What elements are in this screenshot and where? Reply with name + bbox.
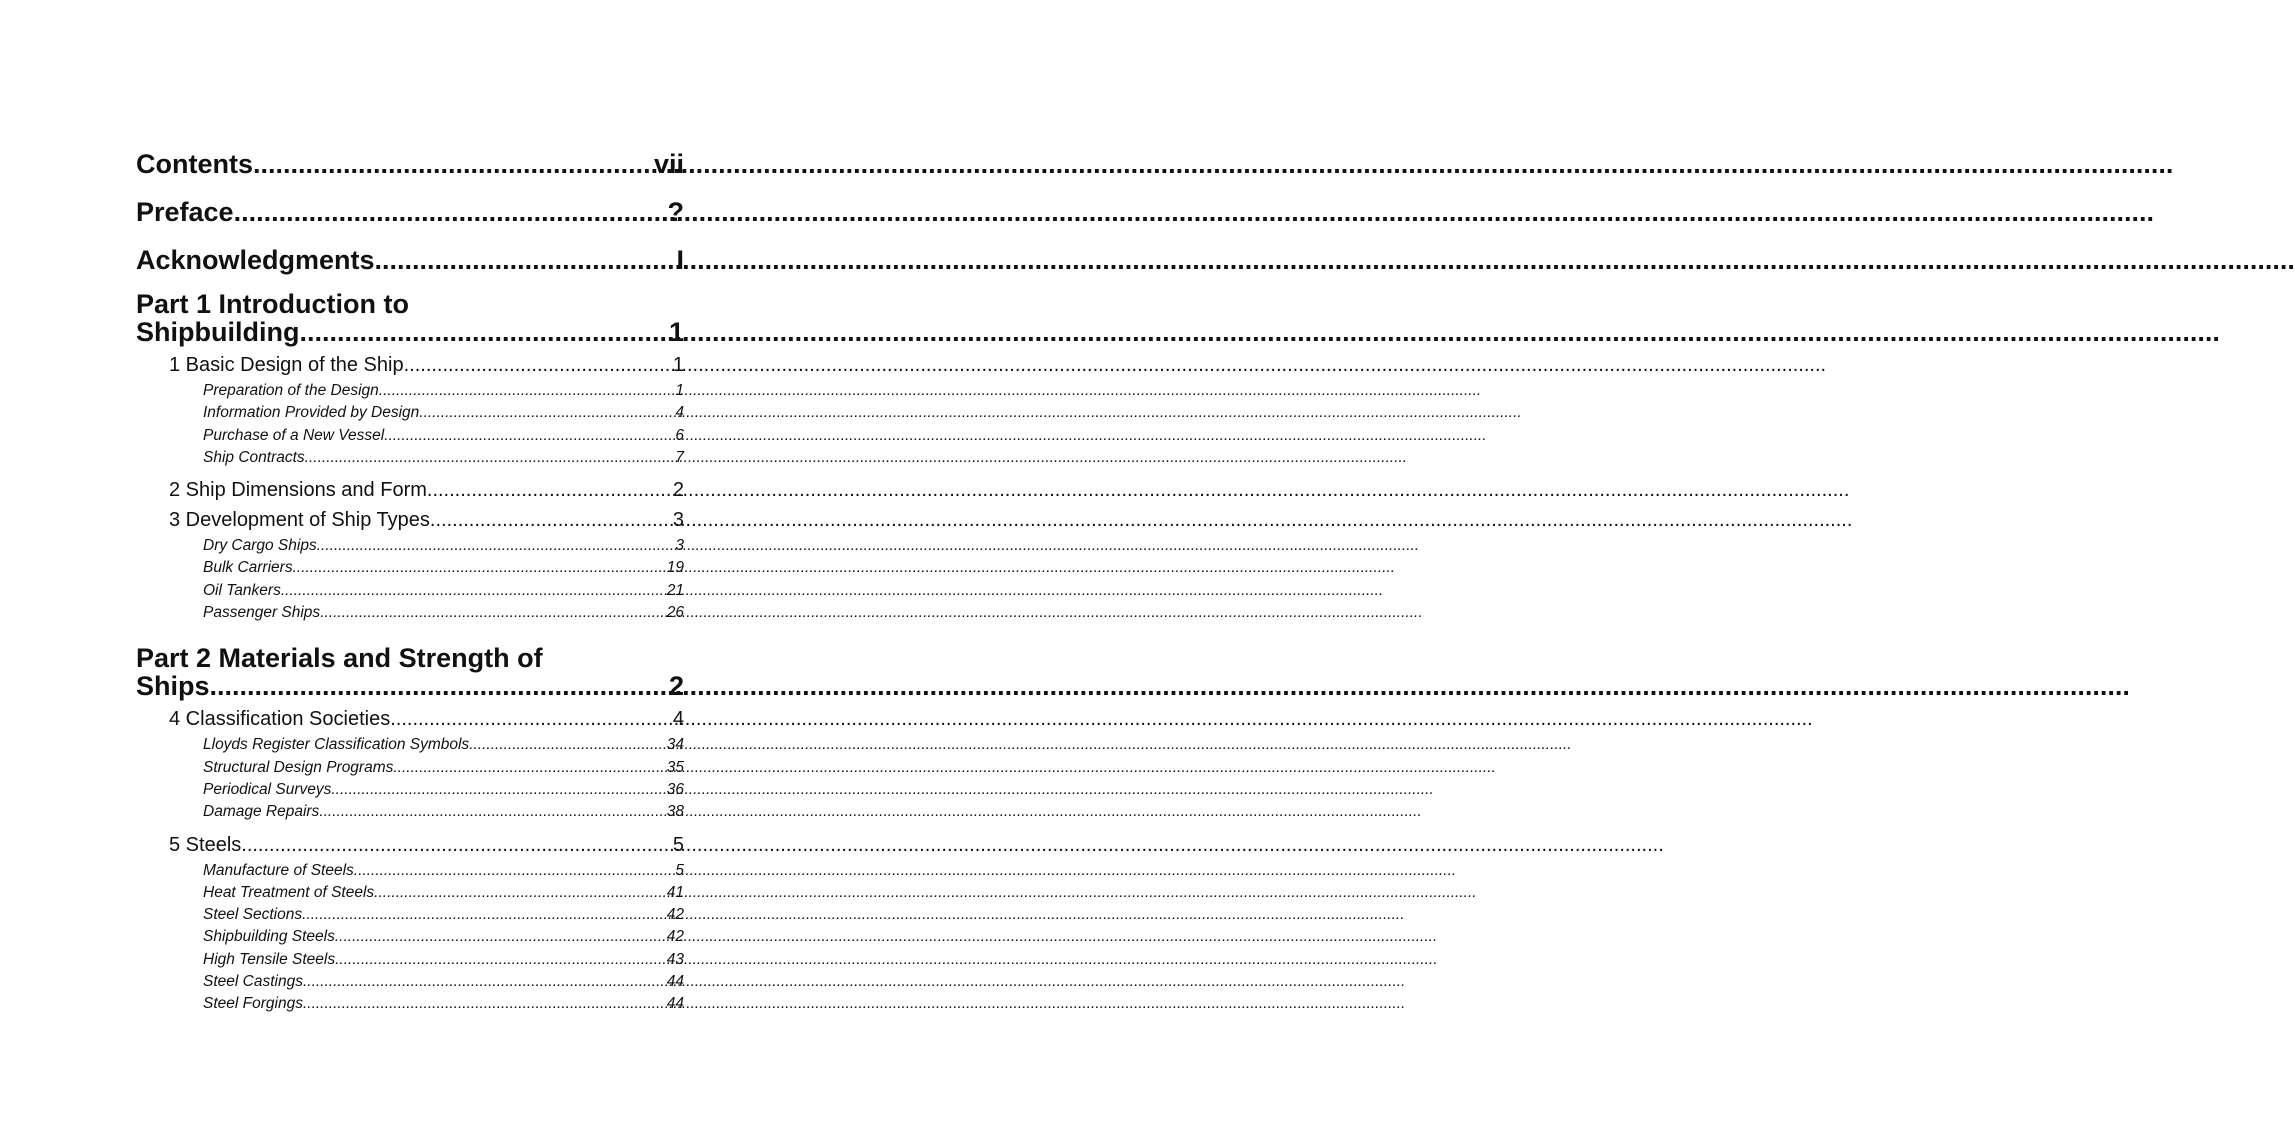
toc-label: Preparation of the Design (203, 382, 379, 399)
toc-page: 5 (672, 833, 684, 856)
table-of-contents (136, 140, 684, 1016)
leader-dots (293, 557, 1395, 579)
toc-section[interactable] (136, 949, 684, 971)
toc-page: 35 (666, 758, 684, 776)
leader-dots (427, 475, 1850, 505)
toc-label: Information Provided by Design (203, 404, 420, 422)
toc-label: 4 Classification Societies (169, 708, 391, 731)
toc-section[interactable] (136, 926, 684, 948)
toc-label: Acknowledgments (136, 245, 375, 275)
leader-dots (303, 971, 1405, 993)
toc-page: 1 (675, 382, 684, 399)
toc-entry-contents[interactable] (136, 140, 684, 188)
toc-part-1[interactable] (136, 290, 684, 346)
toc-section[interactable] (136, 535, 684, 557)
leader-dots (469, 734, 1571, 756)
toc-page: 3 (672, 509, 684, 532)
leader-dots (430, 505, 1853, 535)
toc-section[interactable] (136, 580, 684, 602)
toc-section[interactable] (136, 779, 684, 801)
toc-chapter-5[interactable] (136, 830, 684, 860)
toc-page: 26 (666, 604, 684, 622)
toc-chapter-2[interactable] (136, 475, 684, 505)
leader-dots (384, 425, 1486, 447)
leader-dots (303, 993, 1405, 1015)
toc-section[interactable] (136, 602, 684, 624)
leader-dots (393, 757, 1495, 779)
leader-dots (390, 704, 1813, 734)
leader-dots (234, 188, 2154, 236)
toc-page: 36 (666, 780, 684, 798)
toc-part-2[interactable] (136, 644, 684, 700)
leader-dots (319, 801, 1421, 823)
toc-label: Damage Repairs (203, 803, 320, 821)
leader-dots (299, 318, 2219, 346)
part-title-line1: Part 1 Introduction to (136, 289, 409, 319)
toc-label: 2 Ship Dimensions and Form (169, 479, 427, 502)
leader-dots (331, 779, 1433, 801)
toc-chapter-1[interactable] (136, 350, 684, 380)
toc-section[interactable] (136, 971, 684, 993)
toc-section[interactable] (136, 557, 684, 579)
toc-page: 2 (668, 671, 684, 702)
leader-dots (253, 140, 2173, 188)
part-title-line2: Ships (136, 671, 210, 702)
leader-dots (317, 535, 1419, 557)
toc-section[interactable] (136, 882, 684, 904)
toc-page: 42 (666, 906, 684, 924)
toc-page: 3 (675, 537, 684, 555)
toc-section[interactable] (136, 801, 684, 823)
leader-dots (320, 602, 1422, 624)
toc-page: 7 (675, 448, 684, 466)
leader-dots (374, 882, 1476, 904)
toc-section[interactable] (136, 447, 684, 469)
toc-label: Steel Castings (203, 973, 303, 991)
toc-page: ? (667, 197, 684, 227)
leader-dots (281, 580, 1383, 602)
toc-label: Purchase of a New Vessel (203, 426, 385, 444)
leader-dots (302, 904, 1404, 926)
toc-page: 43 (666, 950, 684, 968)
toc-page: 2 (672, 479, 684, 502)
toc-label: Structural Design Programs (203, 758, 394, 776)
toc-page: 34 (666, 736, 684, 754)
toc-section[interactable] (136, 993, 684, 1015)
toc-label: 1 Basic Design of the Ship (169, 354, 404, 376)
leader-dots (379, 380, 1481, 402)
toc-label: Dry Cargo Ships (203, 537, 317, 555)
leader-dots (419, 402, 1521, 424)
toc-page: 5 (675, 861, 684, 879)
toc-chapter-3[interactable] (136, 505, 684, 535)
leader-dots (210, 672, 2130, 700)
leader-dots (404, 350, 1827, 380)
toc-page: 4 (675, 404, 684, 422)
leader-dots (354, 860, 1456, 882)
toc-page: 42 (666, 928, 684, 946)
toc-label: Bulk Carriers (203, 559, 293, 577)
toc-section[interactable] (136, 757, 684, 779)
toc-page: 44 (666, 973, 684, 991)
toc-page: 38 (666, 803, 684, 821)
toc-page: 4 (672, 708, 684, 731)
toc-label: Shipbuilding Steels (203, 928, 335, 946)
toc-label: Preface (136, 197, 234, 227)
toc-section[interactable] (136, 734, 684, 756)
leader-dots (241, 830, 1664, 860)
toc-label: Manufacture of Steels (203, 861, 354, 879)
toc-label: Oil Tankers (203, 581, 281, 599)
toc-page: 1 (668, 317, 684, 347)
leader-dots (305, 447, 1407, 469)
toc-label: Heat Treatment of Steels (203, 883, 375, 901)
toc-section[interactable] (136, 860, 684, 882)
toc-page: 44 (666, 995, 684, 1013)
toc-page: 6 (675, 426, 684, 444)
toc-label: 3 Development of Ship Types (169, 509, 430, 532)
toc-page: 1 (672, 354, 684, 376)
toc-label: Periodical Surveys (203, 780, 332, 798)
toc-label: Steel Forgings (203, 995, 303, 1013)
toc-chapter-4[interactable] (136, 704, 684, 734)
toc-section[interactable] (136, 904, 684, 926)
toc-label: High Tensile Steels (203, 950, 336, 968)
toc-entry-acknowledgments[interactable] (136, 236, 684, 284)
leader-dots (335, 949, 1437, 971)
toc-label: Contents (136, 149, 253, 179)
part-title-line2: Shipbuilding (136, 317, 300, 347)
toc-page: 41 (666, 883, 684, 901)
toc-label: Lloyds Register Classification Symbols (203, 736, 470, 754)
part-title-line1: Part 2 Materials and Strength of (136, 643, 543, 674)
leader-dots (335, 926, 1437, 948)
toc-entry-preface[interactable] (136, 188, 684, 236)
toc-label: Steel Sections (203, 906, 303, 924)
toc-section[interactable] (136, 402, 684, 424)
toc-page: 21 (666, 581, 684, 599)
toc-label: Ship Contracts (203, 448, 305, 466)
toc-section[interactable] (136, 425, 684, 447)
toc-section[interactable] (136, 380, 684, 402)
toc-page: vii (653, 149, 684, 179)
toc-page: 19 (666, 559, 684, 577)
toc-page: I (676, 245, 684, 275)
toc-label: Passenger Ships (203, 604, 321, 622)
toc-label: 5 Steels (169, 833, 242, 856)
